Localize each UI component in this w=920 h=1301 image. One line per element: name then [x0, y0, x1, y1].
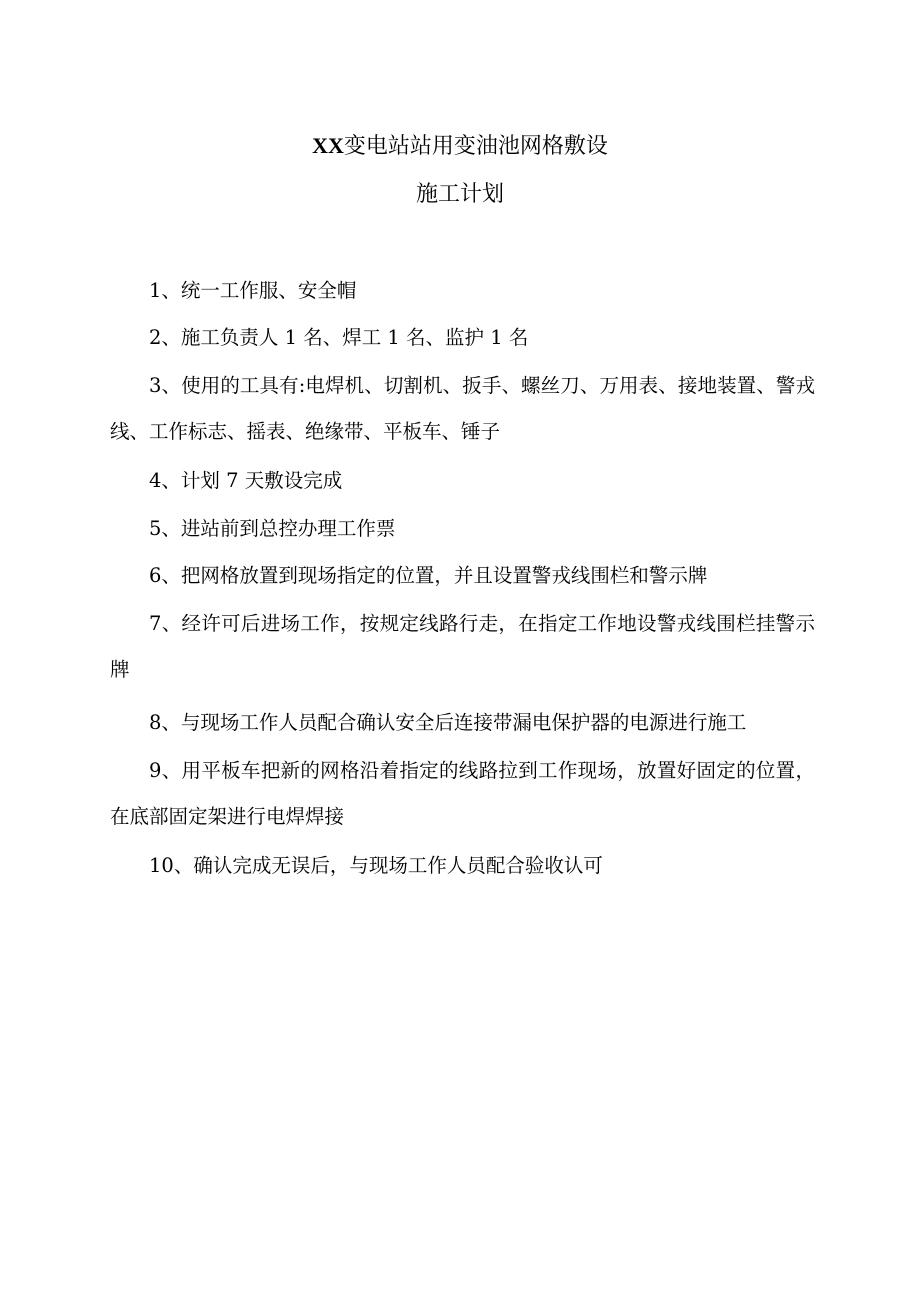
list-item-6: 6、把网格放置到现场指定的位置，并且设置警戎线围栏和警示牌 — [149, 564, 708, 587]
list-item-2: 2、施工负责人 1 名、焊工 1 名、监护 1 名 — [149, 326, 529, 349]
list-item-4: 4、计划 7 天敷设完成 — [149, 469, 343, 492]
list-item-3: 3、使用的工具有:电焊机、切割机、扳手、螺丝刀、万用表、接地装置、警戎线、工作标志、摇表、绝缘带、平板车、锤子 — [110, 374, 815, 443]
list-item-1: 1、统一工作服、安全帽 — [149, 279, 357, 302]
document-title — [0, 132, 920, 161]
list-item-10: 10、确认完成无误后，与现场工作人员配合验收认可 — [149, 854, 603, 877]
title-main: 变电站站用变油池网格敷设 — [343, 134, 608, 159]
list-item-7: 7、经许可后进场工作，按规定线路行走，在指定工作地设警戎线围栏挂警示牌 — [110, 612, 815, 681]
list-item-9: 9、用平板车把新的网格沿着指定的线路拉到工作现场，放置好固定的位置，在底部固定架进行电焊焊接 — [110, 759, 815, 828]
title-prefix: XX — [312, 133, 344, 158]
list-item-8: 8、与现场工作人员配合确认安全后连接带漏电保护器的电源进行施工 — [149, 711, 747, 734]
document-subtitle: 施工计划 — [415, 182, 504, 207]
list-item-5: 5、进站前到总控办理工作票 — [149, 517, 396, 540]
